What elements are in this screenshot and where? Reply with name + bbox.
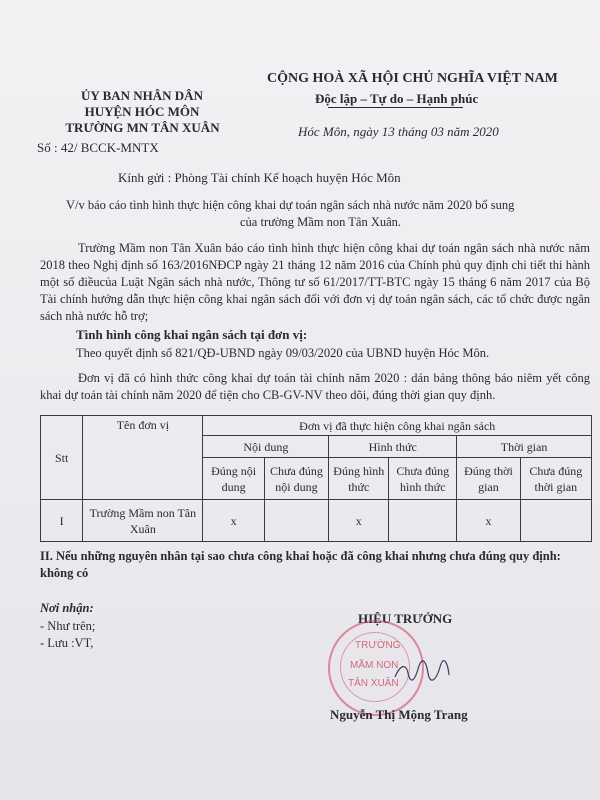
header-content: Nội dung <box>203 436 329 458</box>
section-2-text: II. Nếu những nguyên nhân tại sao chưa công khai hoặc đã công khai nhưng chưa đúng quy định: không có <box>40 549 561 580</box>
subject-line-2: của trường Mầm non Tân Xuân. <box>240 215 402 229</box>
recipients-title: Nơi nhận: <box>40 601 94 615</box>
mark-correct-form: x <box>329 500 389 542</box>
mark-incorrect-content <box>264 500 329 542</box>
org-line-1: ỦY BAN NHÂN DÂN <box>81 88 203 103</box>
motto-underline <box>328 107 463 108</box>
mark-incorrect-time <box>520 500 591 542</box>
mark-incorrect-form <box>389 500 457 542</box>
disclosure-table <box>40 415 592 542</box>
header-group: Đơn vị đã thực hiện công khai ngân sách <box>203 416 592 436</box>
publicity-paragraph: Đơn vị đã có hình thức công khai dự toán tài chính năm 2020 : dán bảng thông báo niêm yết công khai dự toán tài chính năm 2020 để tiện cho CB-GV-NV theo dõi, đúng thời gian quy định. <box>40 371 590 402</box>
header-time: Thời gian <box>457 436 592 458</box>
subject-line-1: V/v báo cáo tình hình thực hiện công khai dự toán ngân sách nhà nước năm 2020 bổ sung <box>66 198 515 212</box>
document-number: Số : 42/ BCCK-MNTX <box>37 140 159 155</box>
document-date: Hóc Môn, ngày 13 tháng 03 năm 2020 <box>298 124 499 139</box>
sub-incorrect-form: Chưa đúng hình thức <box>389 458 457 500</box>
section-1-title: Tình hình công khai ngân sách tại đơn vị: <box>76 327 308 342</box>
intro-paragraph: Trường Mầm non Tân Xuân báo cáo tình hình thực hiện công khai dự toán ngân sách nhà nước năm 2018 theo Nghị định số 163/2016NĐCP ngày 21 tháng 12 năm 2016 của Chính phủ quy định chi tiết thi hành một số điềucủa Luật Ngân sách nhà nước, Thông tư số 61/2017/TT-BTC ngày 15 tháng 6 năm 2017 của Bộ Tài chính hướng dẫn thực hiện công khai ngân sách đối với đơn vị dự toán ngân sách, các tổ chức được ngân sách nhà nước hỗ trợ; <box>40 241 590 323</box>
header-stt: Stt <box>41 416 83 500</box>
recipient-item: - Như trên; <box>40 619 96 633</box>
mark-correct-content: x <box>203 500 264 542</box>
org-line-2: HUYỆN HÓC MÔN <box>84 104 200 119</box>
sub-correct-form: Đúng hình thức <box>329 458 389 500</box>
national-motto: Độc lập – Tự do – Hạnh phúc <box>315 91 479 106</box>
header-unit-name: Tên đơn vị <box>83 416 203 500</box>
table-row <box>41 500 592 542</box>
decision-paragraph: Theo quyết định số 821/QĐ-UBND ngày 09/03/2020 của UBND huyện Hóc Môn. <box>76 346 490 360</box>
row-stt: I <box>41 500 83 542</box>
signer-title: HIỆU TRƯỞNG <box>358 611 453 626</box>
row-unit-name: Trường Mầm non Tân Xuân <box>83 500 203 542</box>
national-title: CỘNG HOÀ XÃ HỘI CHỦ NGHĨA VIỆT NAM <box>267 71 558 86</box>
sub-incorrect-time: Chưa đúng thời gian <box>520 458 591 500</box>
header-form: Hình thức <box>329 436 457 458</box>
handwritten-signature <box>392 655 452 690</box>
sub-correct-content: Đúng nội dung <box>203 458 264 500</box>
sub-correct-time: Đúng thời gian <box>457 458 520 500</box>
org-line-3: TRƯỜNG MN TÂN XUÂN <box>65 120 220 135</box>
school-stamp: TRƯỜNG MẦM NON TÂN XUÂN <box>328 620 424 716</box>
recipient-item: - Lưu :VT, <box>40 636 94 650</box>
signer-name: Nguyễn Thị Mộng Trang <box>330 707 468 722</box>
sub-incorrect-content: Chưa đúng nội dung <box>264 458 329 500</box>
mark-correct-time: x <box>457 500 520 542</box>
recipient-line: Kính gửi : Phòng Tài chính Kế hoạch huyện Hóc Môn <box>118 170 401 185</box>
